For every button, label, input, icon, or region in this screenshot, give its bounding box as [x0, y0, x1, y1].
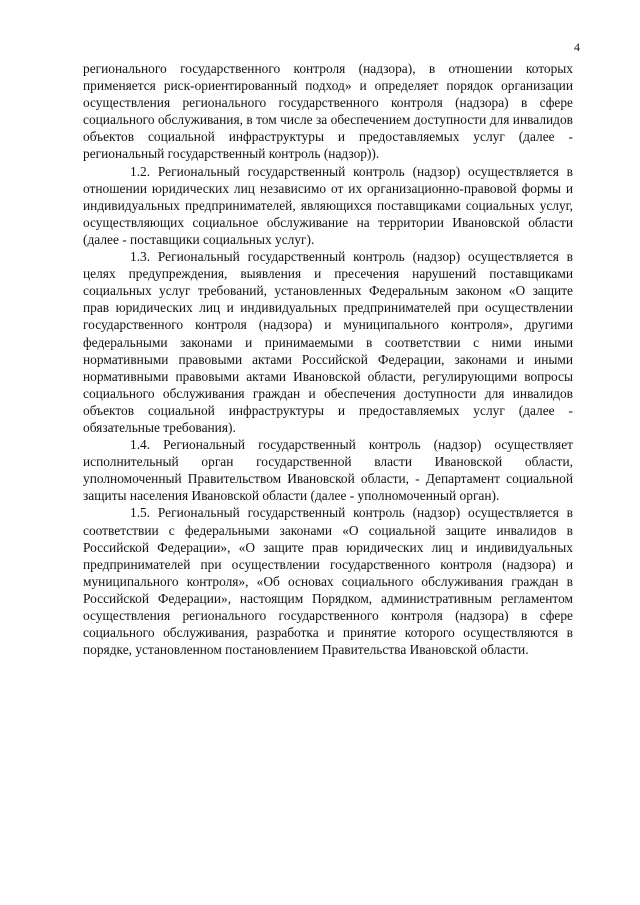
page-number: 4	[574, 40, 580, 54]
paragraph-continuation: регионального государственного контроля (надзора), в отношении которых применяется риск-ориентированный подход» и определяет порядок организации осуществления регионального государственного контроля (надзора) в сфере социального обслуживания, в том числе за обеспечением доступности для инвалидов объектов социальной инфраструктуры и предоставляемых услуг (далее - региональный государственный контроль (надзор)).	[83, 61, 573, 162]
document-body	[83, 60, 573, 658]
paragraph-1-3: 1.3. Региональный государственный контроль (надзор) осуществляется в целях предупреждения, выявления и пресечения нарушений поставщиками социальных услуг требований, установленных Федеральным законом «О защите прав юридических лиц и индивидуальных предпринимателей при осуществлении государственного контроля (надзора) и муниципального контроля», другими федеральными законами и принимаемыми в соответствии с ними иными нормативными правовыми актами Российской Федерации, законами и иными нормативными правовыми актами Ивановской области, регулирующими вопросы социального обслуживания граждан и обеспечения доступности для инвалидов объектов социальной инфраструктуры и предоставляемых услуг (далее - обязательные требования).	[83, 249, 573, 435]
paragraph-1-2: 1.2. Региональный государственный контроль (надзор) осуществляется в отношении юридических лиц независимо от их организационно-правовой формы и индивидуальных предпринимателей, являющихся поставщиками социальных услуг, осуществляющих социальное обслуживание на территории Ивановской области (далее - поставщики социальных услуг).	[83, 163, 573, 247]
paragraph-1-5: 1.5. Региональный государственный контроль (надзор) осуществляется в соответствии с федеральными законами «О социальной защите инвалидов в Российской Федерации», «О защите прав юридических лиц и индивидуальных предпринимателей при осуществлении государственного контроля (надзора) и муниципального контроля», «Об основах социального обслуживания граждан в Российской Федерации», настоящим Порядком, административным регламентом осуществления регионального государственного контроля (надзора) в сфере социального обслуживания, разработка и принятие которого осуществляются в порядке, установленном постановлением Правительства Ивановской области.	[83, 505, 573, 658]
paragraph-1-4: 1.4. Региональный государственный контроль (надзор) осуществляет исполнительный орган государственной власти Ивановской области, уполномоченный Правительством Ивановской области, - Департамент социальной защиты населения Ивановской области (далее - уполномоченный орган).	[83, 437, 573, 504]
